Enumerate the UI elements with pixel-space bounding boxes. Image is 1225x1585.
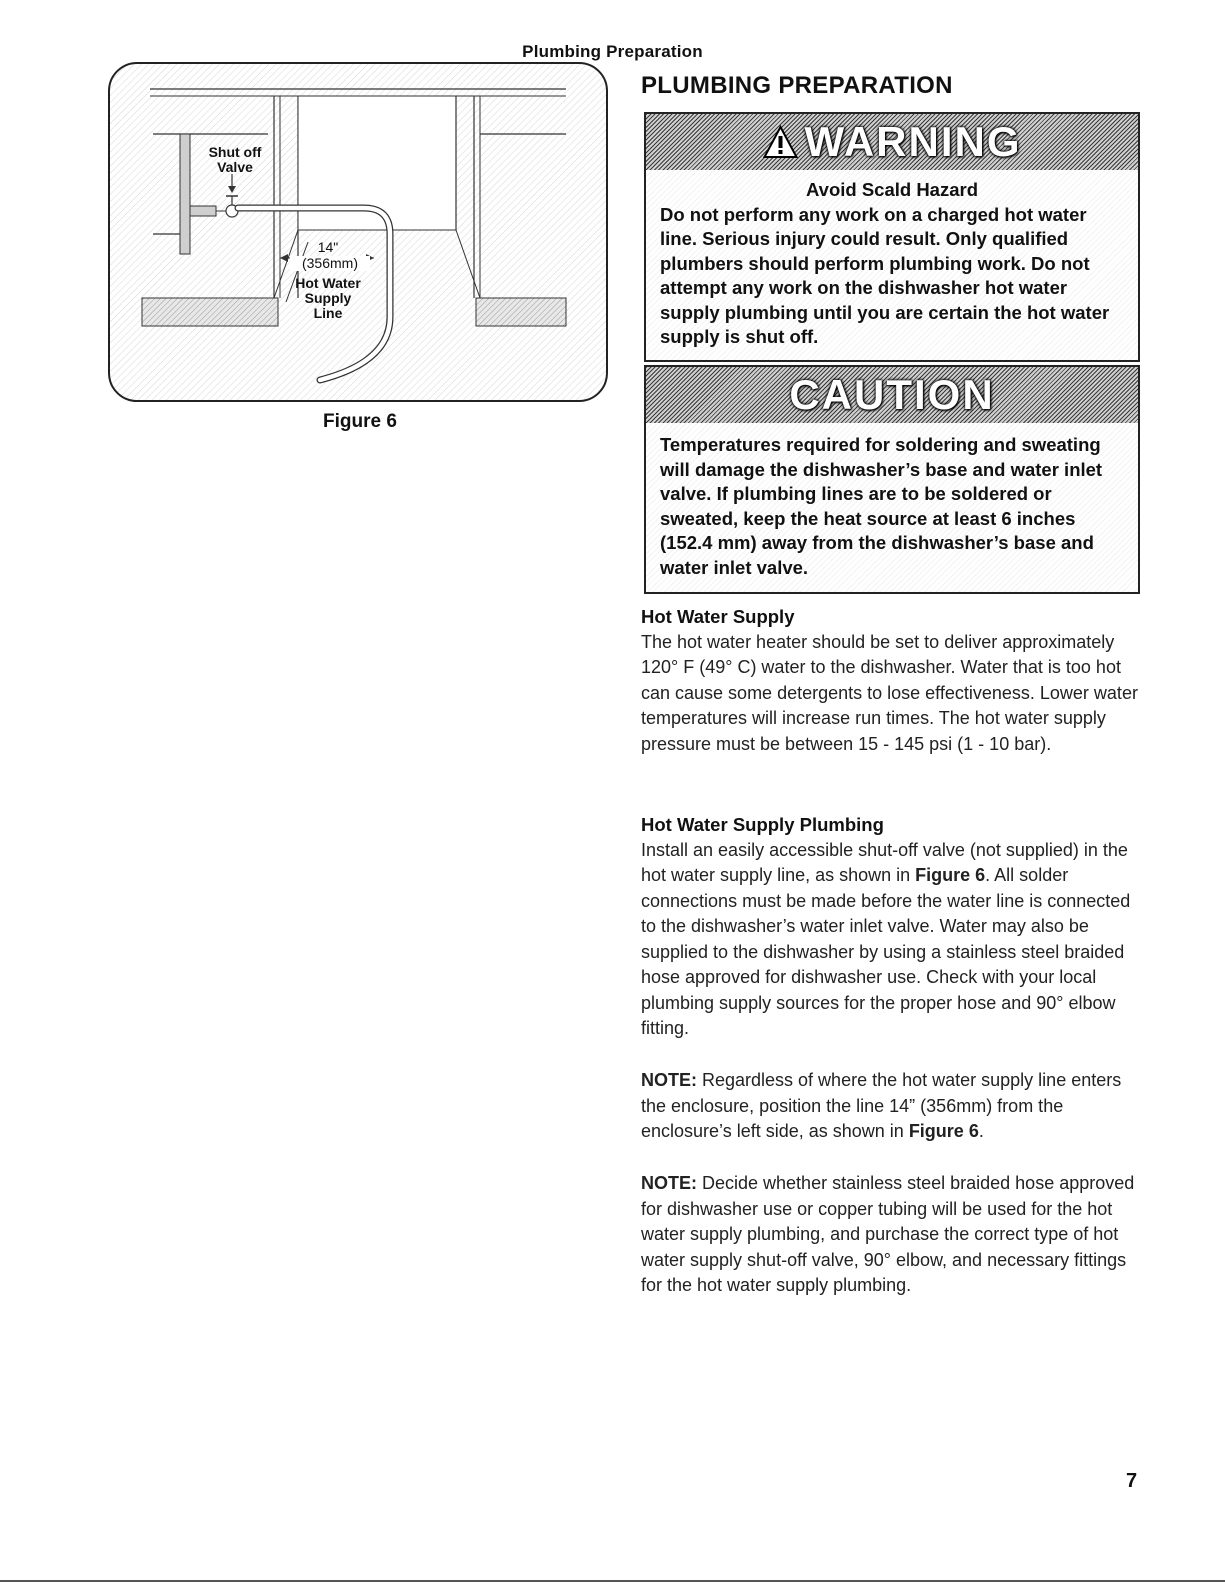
note-label: NOTE: (641, 1070, 697, 1090)
dimension-label: 14" (317, 239, 339, 255)
warning-banner-text: WARNING (804, 118, 1022, 165)
supply-line-label: Hot Water Supply Line (295, 275, 361, 321)
figure-6-illustration (108, 62, 608, 402)
warning-banner (646, 114, 1138, 170)
caution-body (646, 423, 1138, 592)
warning-triangle-icon (763, 125, 799, 159)
note-1: NOTE: Regardless of where the hot water supply line enters the enclosure, position the line 14” (356mm) from the enclosure’s left side, as shown in Figure 6. (641, 1070, 1122, 1141)
warning-text: Do not perform any work on a charged hot water line. Serious injury could result. Only qualified plumbers should perform plumbing work. Do not attempt any work on the dishwasher hot water supply plumbing until you are certain the hot water supply is shut off. (660, 203, 1110, 347)
floor-right (476, 298, 566, 326)
warning-box (644, 112, 1140, 362)
page-number: 7 (1126, 1470, 1138, 1492)
hot-water-plumbing-section (641, 812, 1141, 1042)
hot-water-supply-section (641, 604, 1141, 757)
note-2: NOTE: Decide whether stainless steel braided hose approved for dishwasher use or copper tubing will be used for the hot water supply plumbing, and purchase the correct type of hot water supply shut-off valve, 90° elbow, and necessary fittings for the hot water supply plumbing. (641, 1173, 1135, 1295)
warning-body (646, 170, 1138, 360)
floor-left (142, 298, 278, 326)
hot-water-supply-heading: Hot Water Supply (641, 606, 795, 627)
running-header: Plumbing Preparation (522, 42, 703, 61)
warning-heading: Avoid Scald Hazard (805, 179, 979, 200)
section-title: PLUMBING PREPARATION (641, 72, 953, 99)
plumbing-diagram (108, 62, 608, 402)
hot-water-plumbing-text: Install an easily accessible shut-off valve (not supplied) in the hot water supply line, as shown in Figure 6. All solder connections must be made before the water line is connected to the dishwasher’s water inlet valve. Water may also be supplied to the dishwasher by using a stainless steel braided hose approved for dishwasher use. Check with your local plumbing supply sources for the proper hose and 90° elbow fitting. (641, 839, 1131, 1038)
caution-banner (646, 367, 1138, 423)
caution-box (644, 365, 1140, 594)
caution-banner-text: CAUTION (789, 371, 995, 418)
note-label: NOTE: (641, 1173, 697, 1193)
shutoff-valve-label: Shut off Valve (208, 144, 262, 175)
figure-reference: Figure 6 (908, 1121, 979, 1141)
dimension-metric-label: (356mm) (290, 256, 370, 271)
figure-reference: Figure 6 (915, 865, 986, 885)
figure-caption: Figure 6 (323, 411, 397, 432)
hot-water-supply-text: The hot water heater should be set to deliver approximately 120° F (49° C) water to the dishwasher. Water that is too hot can cause some detergents to lose effectiveness. Lower water temperatures will increase run times. The hot water supply pressure must be between 15 - 145 psi (1 - 10 bar). (641, 631, 1138, 754)
hot-water-plumbing-heading: Hot Water Supply Plumbing (641, 814, 884, 835)
caution-text: Temperatures required for soldering and sweating will damage the dishwasher’s base and water inlet valve. If plumbing lines are to be soldered or sweated, keep the heat source at least 6 inches (152.4 mm) away from the dishwasher’s base and water inlet valve. (660, 434, 1103, 578)
bottom-rule (0, 1580, 1225, 1582)
